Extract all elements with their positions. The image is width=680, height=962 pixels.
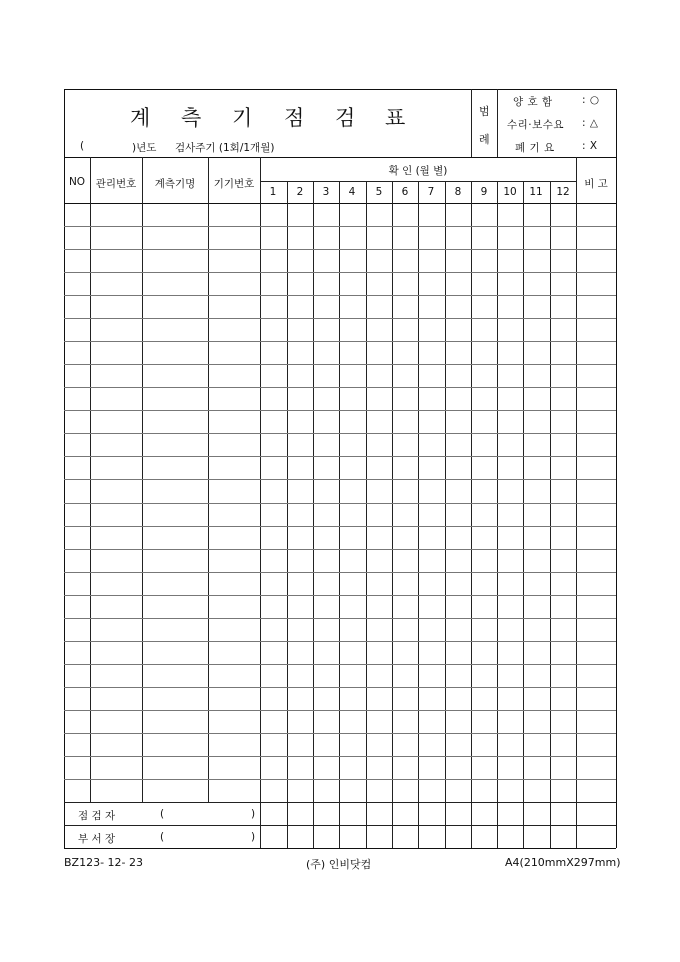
grid-line [64, 503, 616, 504]
legend-symbol-discard: : X [582, 140, 598, 152]
month-header: 8 [454, 186, 462, 198]
grid-line [64, 203, 616, 204]
month-header: 2 [296, 186, 304, 198]
grid-line [64, 641, 616, 642]
grid-line [64, 433, 616, 434]
grid-line [64, 249, 616, 250]
month-header: 11 [529, 186, 543, 198]
header-no: NO [68, 176, 86, 188]
legend-item-repair: 수리·보수요 [507, 119, 565, 131]
grid-line [471, 89, 472, 157]
grid-line [313, 181, 314, 848]
grid-line [64, 226, 616, 227]
grid-line [64, 595, 616, 596]
header-remarks: 비 고 [584, 178, 608, 190]
grid-line [523, 181, 524, 848]
grid-line [64, 733, 616, 734]
grid-line [64, 410, 616, 411]
title-char: 기 [232, 106, 253, 130]
grid-line [64, 272, 616, 273]
manager-paren-close: ) [251, 831, 256, 843]
grid-line [392, 181, 393, 848]
year-paren-open: ( [80, 140, 85, 152]
paper-size: A4(210mmX297mm) [505, 856, 621, 869]
grid-line [64, 479, 616, 480]
month-header: 10 [503, 186, 517, 198]
grid-line [64, 295, 616, 296]
manager-paren-open: ( [160, 831, 165, 843]
title-char: 표 [385, 106, 406, 130]
grid-line [471, 181, 472, 848]
grid-line [445, 181, 446, 848]
legend-label-top: 범 [479, 105, 490, 118]
grid-line [64, 687, 616, 688]
month-header: 6 [401, 186, 409, 198]
month-header: 5 [375, 186, 383, 198]
grid-line [64, 779, 616, 780]
title-char: 계 [130, 106, 151, 130]
grid-line [64, 318, 616, 319]
form-code: BZ123- 12- 23 [64, 856, 144, 869]
month-header: 1 [269, 186, 277, 198]
grid-line [64, 387, 616, 388]
grid-line [64, 618, 616, 619]
grid-line [418, 181, 419, 848]
grid-line [287, 181, 288, 848]
header-monthly-confirm: 확 인 (월 별) [388, 165, 448, 177]
grid-line [64, 364, 616, 365]
header-instrument-name: 계측기명 [154, 178, 196, 190]
inspector-paren-close: ) [251, 808, 256, 820]
legend-label-bottom: 례 [479, 133, 490, 146]
inspector-label: 점 검 자 [78, 810, 116, 822]
grid-line [497, 181, 498, 848]
grid-line [64, 572, 616, 573]
grid-line [64, 341, 616, 342]
legend-symbol-good: : ○ [582, 94, 600, 106]
grid-line [339, 181, 340, 848]
header-device-no: 기기번호 [213, 178, 255, 190]
grid-line [497, 89, 498, 157]
publisher: (주) 인비닷컴 [306, 858, 372, 871]
grid-line [64, 526, 616, 527]
grid-line [366, 181, 367, 848]
grid-line [64, 664, 616, 665]
year-label: )년도 [132, 142, 157, 154]
grid-line [550, 181, 551, 848]
legend-item-discard: 폐 기 요 [515, 142, 555, 154]
month-header: 4 [348, 186, 356, 198]
title-char: 측 [181, 106, 202, 130]
month-header: 3 [322, 186, 330, 198]
month-header: 9 [480, 186, 488, 198]
title-char: 점 [284, 106, 305, 130]
grid-line [64, 549, 616, 550]
month-header: 12 [556, 186, 570, 198]
legend-symbol-repair: : △ [582, 117, 599, 129]
grid-line [64, 756, 616, 757]
grid-line [64, 710, 616, 711]
grid-line [64, 456, 616, 457]
month-header: 7 [427, 186, 435, 198]
title-char: 검 [335, 106, 356, 130]
grid-line [64, 848, 616, 849]
grid-line [64, 825, 616, 826]
grid-line [64, 157, 616, 158]
grid-line [616, 89, 617, 848]
grid-line [64, 802, 616, 803]
inspection-cycle: 검사주기 (1회/1개월) [175, 142, 275, 154]
grid-line [64, 89, 616, 90]
inspector-paren-open: ( [160, 808, 165, 820]
legend-item-good: 양 호 함 [513, 96, 553, 108]
manager-label: 부 서 장 [78, 833, 116, 845]
header-mgmt-no: 관리번호 [95, 178, 137, 190]
